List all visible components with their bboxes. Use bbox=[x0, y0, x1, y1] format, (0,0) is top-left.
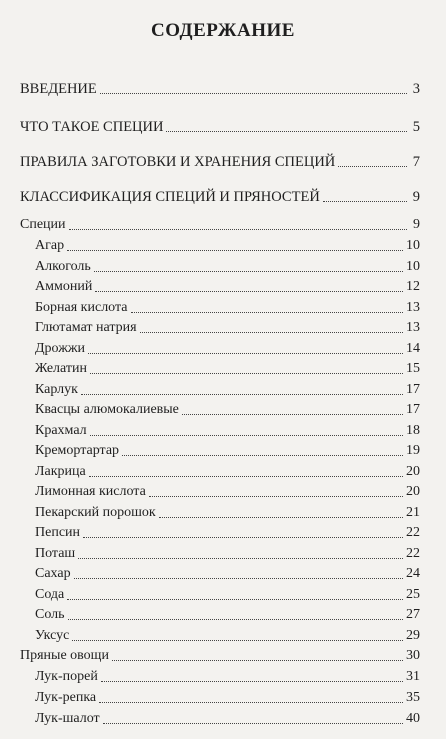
toc-page-number: 12 bbox=[406, 279, 420, 294]
toc-page-number: 7 bbox=[412, 154, 420, 170]
toc-item-label: Крахмал bbox=[35, 422, 87, 438]
toc-page-number: 22 bbox=[406, 545, 420, 561]
toc-page-number: 10 bbox=[406, 258, 420, 274]
toc-item-label: Лимонная кислота bbox=[35, 484, 146, 499]
leader-dots bbox=[81, 394, 403, 395]
toc-page-number: 18 bbox=[406, 422, 420, 438]
toc-page-number: 24 bbox=[406, 566, 420, 581]
leader-dots bbox=[95, 291, 403, 292]
leader-dots bbox=[67, 599, 403, 600]
toc-item bbox=[20, 422, 420, 440]
leader-dots bbox=[140, 332, 403, 333]
toc-page-number: 30 bbox=[406, 648, 420, 663]
toc-section-label: ВВЕДЕНИЕ bbox=[20, 81, 97, 97]
toc-item bbox=[20, 258, 420, 276]
toc-item bbox=[20, 524, 420, 542]
leader-dots bbox=[83, 537, 403, 538]
toc-item bbox=[20, 606, 420, 624]
leader-dots bbox=[338, 166, 407, 167]
leader-dots bbox=[112, 660, 403, 661]
toc-item-label: Лук-репка bbox=[35, 690, 97, 705]
toc-section-label: КЛАССИФИКАЦИЯ СПЕЦИЙ И ПРЯНОСТЕЙ bbox=[20, 189, 320, 205]
toc-item bbox=[20, 627, 420, 645]
toc-page-number: 15 bbox=[406, 361, 420, 376]
toc-page-number: 13 bbox=[406, 320, 420, 335]
toc-page-number: 35 bbox=[406, 690, 420, 705]
toc-item-label: Квасцы алюмокалиевые bbox=[35, 402, 179, 417]
toc-item-label: Уксус bbox=[35, 627, 70, 643]
toc-item bbox=[20, 545, 420, 563]
toc-page-number: 27 bbox=[406, 607, 420, 622]
toc-item bbox=[20, 299, 420, 317]
toc-item-label: Глютамат натрия bbox=[35, 320, 137, 335]
toc-item-label: Кремортартар bbox=[35, 443, 120, 458]
toc-page-number: 9 bbox=[412, 189, 420, 205]
toc-item-label: Борная кислота bbox=[35, 299, 128, 315]
toc-item-label: Дрожжи bbox=[35, 340, 86, 356]
toc-page-number: 17 bbox=[406, 402, 420, 417]
leader-dots bbox=[99, 702, 403, 703]
leader-dots bbox=[78, 558, 403, 559]
leader-dots bbox=[94, 271, 403, 272]
toc-item bbox=[20, 319, 420, 337]
toc-section-classification bbox=[20, 188, 420, 206]
leader-dots bbox=[122, 455, 403, 456]
toc-item bbox=[20, 381, 420, 399]
toc-page-number: 9 bbox=[413, 217, 420, 232]
toc-page-number: 29 bbox=[406, 627, 420, 643]
toc-item-label: Пепсин bbox=[35, 525, 81, 540]
toc-page-number: 40 bbox=[406, 711, 420, 726]
toc-item bbox=[20, 463, 420, 481]
toc-item-label: Лук-шалот bbox=[35, 711, 100, 726]
leader-dots bbox=[100, 93, 407, 94]
toc-item bbox=[20, 565, 420, 583]
leader-dots bbox=[323, 201, 407, 202]
leader-dots bbox=[103, 723, 403, 724]
toc-group-spices bbox=[20, 216, 420, 234]
toc-page-number: 19 bbox=[406, 443, 420, 458]
toc-item-label: Лук-порей bbox=[35, 669, 98, 684]
toc-item bbox=[20, 278, 420, 296]
page-title: СОДЕРЖАНИЕ bbox=[151, 20, 295, 41]
toc-item bbox=[20, 237, 420, 255]
leader-dots bbox=[149, 496, 403, 497]
toc-item-label: Сахар bbox=[35, 566, 71, 581]
toc-page-number: 21 bbox=[406, 504, 420, 520]
leader-dots bbox=[90, 373, 403, 374]
leader-dots bbox=[101, 681, 403, 682]
toc-item-label: Желатин bbox=[35, 361, 87, 376]
toc-item-label: Поташ bbox=[35, 545, 76, 561]
toc-item bbox=[20, 586, 420, 604]
toc-page-number: 25 bbox=[406, 586, 420, 602]
toc-item bbox=[20, 340, 420, 358]
toc-item-label: Агар bbox=[35, 238, 65, 253]
toc-page-number: 13 bbox=[406, 299, 420, 315]
toc-group-label: Пряные овощи bbox=[20, 648, 109, 663]
leader-dots bbox=[72, 640, 403, 641]
leader-dots bbox=[131, 312, 404, 313]
toc-item bbox=[20, 710, 420, 728]
leader-dots bbox=[90, 435, 403, 436]
toc-group-label: Специи bbox=[20, 217, 66, 232]
toc-item-label: Пекарский порошок bbox=[35, 504, 156, 520]
toc-page-number: 22 bbox=[406, 525, 420, 540]
leader-dots bbox=[69, 229, 407, 230]
toc-item-label: Соль bbox=[35, 607, 65, 622]
toc-section-introduction bbox=[20, 80, 420, 98]
leader-dots bbox=[67, 250, 403, 251]
toc-page-number: 20 bbox=[406, 463, 420, 479]
toc-page-number: 31 bbox=[406, 669, 420, 684]
leader-dots bbox=[74, 578, 403, 579]
leader-dots bbox=[182, 414, 403, 415]
toc-item-label: Алкоголь bbox=[35, 258, 91, 274]
leader-dots bbox=[88, 353, 403, 354]
toc-page-number: 14 bbox=[406, 340, 420, 356]
toc-item bbox=[20, 483, 420, 501]
toc-item bbox=[20, 442, 420, 460]
toc-page-number: 5 bbox=[412, 119, 420, 135]
toc-section-what-are-spices bbox=[20, 118, 420, 136]
toc-item bbox=[20, 689, 420, 707]
leader-dots bbox=[89, 476, 403, 477]
leader-dots bbox=[166, 131, 407, 132]
toc-item-label: Аммоний bbox=[35, 279, 93, 294]
toc-page-number: 17 bbox=[406, 381, 420, 397]
toc-section-storage-rules bbox=[20, 153, 420, 171]
toc-page-number: 3 bbox=[412, 81, 420, 97]
toc-page-number: 20 bbox=[406, 484, 420, 499]
toc-item bbox=[20, 401, 420, 419]
toc-item-label: Лакрица bbox=[35, 463, 86, 479]
toc-item bbox=[20, 668, 420, 686]
toc-item bbox=[20, 360, 420, 378]
toc-section-label: ЧТО ТАКОЕ СПЕЦИИ bbox=[20, 119, 164, 135]
toc-page-number: 10 bbox=[406, 238, 420, 253]
leader-dots bbox=[68, 619, 403, 620]
toc-group-spicy-vegetables bbox=[20, 647, 420, 665]
toc-section-label: ПРАВИЛА ЗАГОТОВКИ И ХРАНЕНИЯ СПЕЦИЙ bbox=[20, 154, 336, 170]
toc-item bbox=[20, 504, 420, 522]
toc-item-label: Сода bbox=[35, 586, 65, 602]
leader-dots bbox=[159, 517, 403, 518]
toc-item-label: Карлук bbox=[35, 381, 78, 397]
